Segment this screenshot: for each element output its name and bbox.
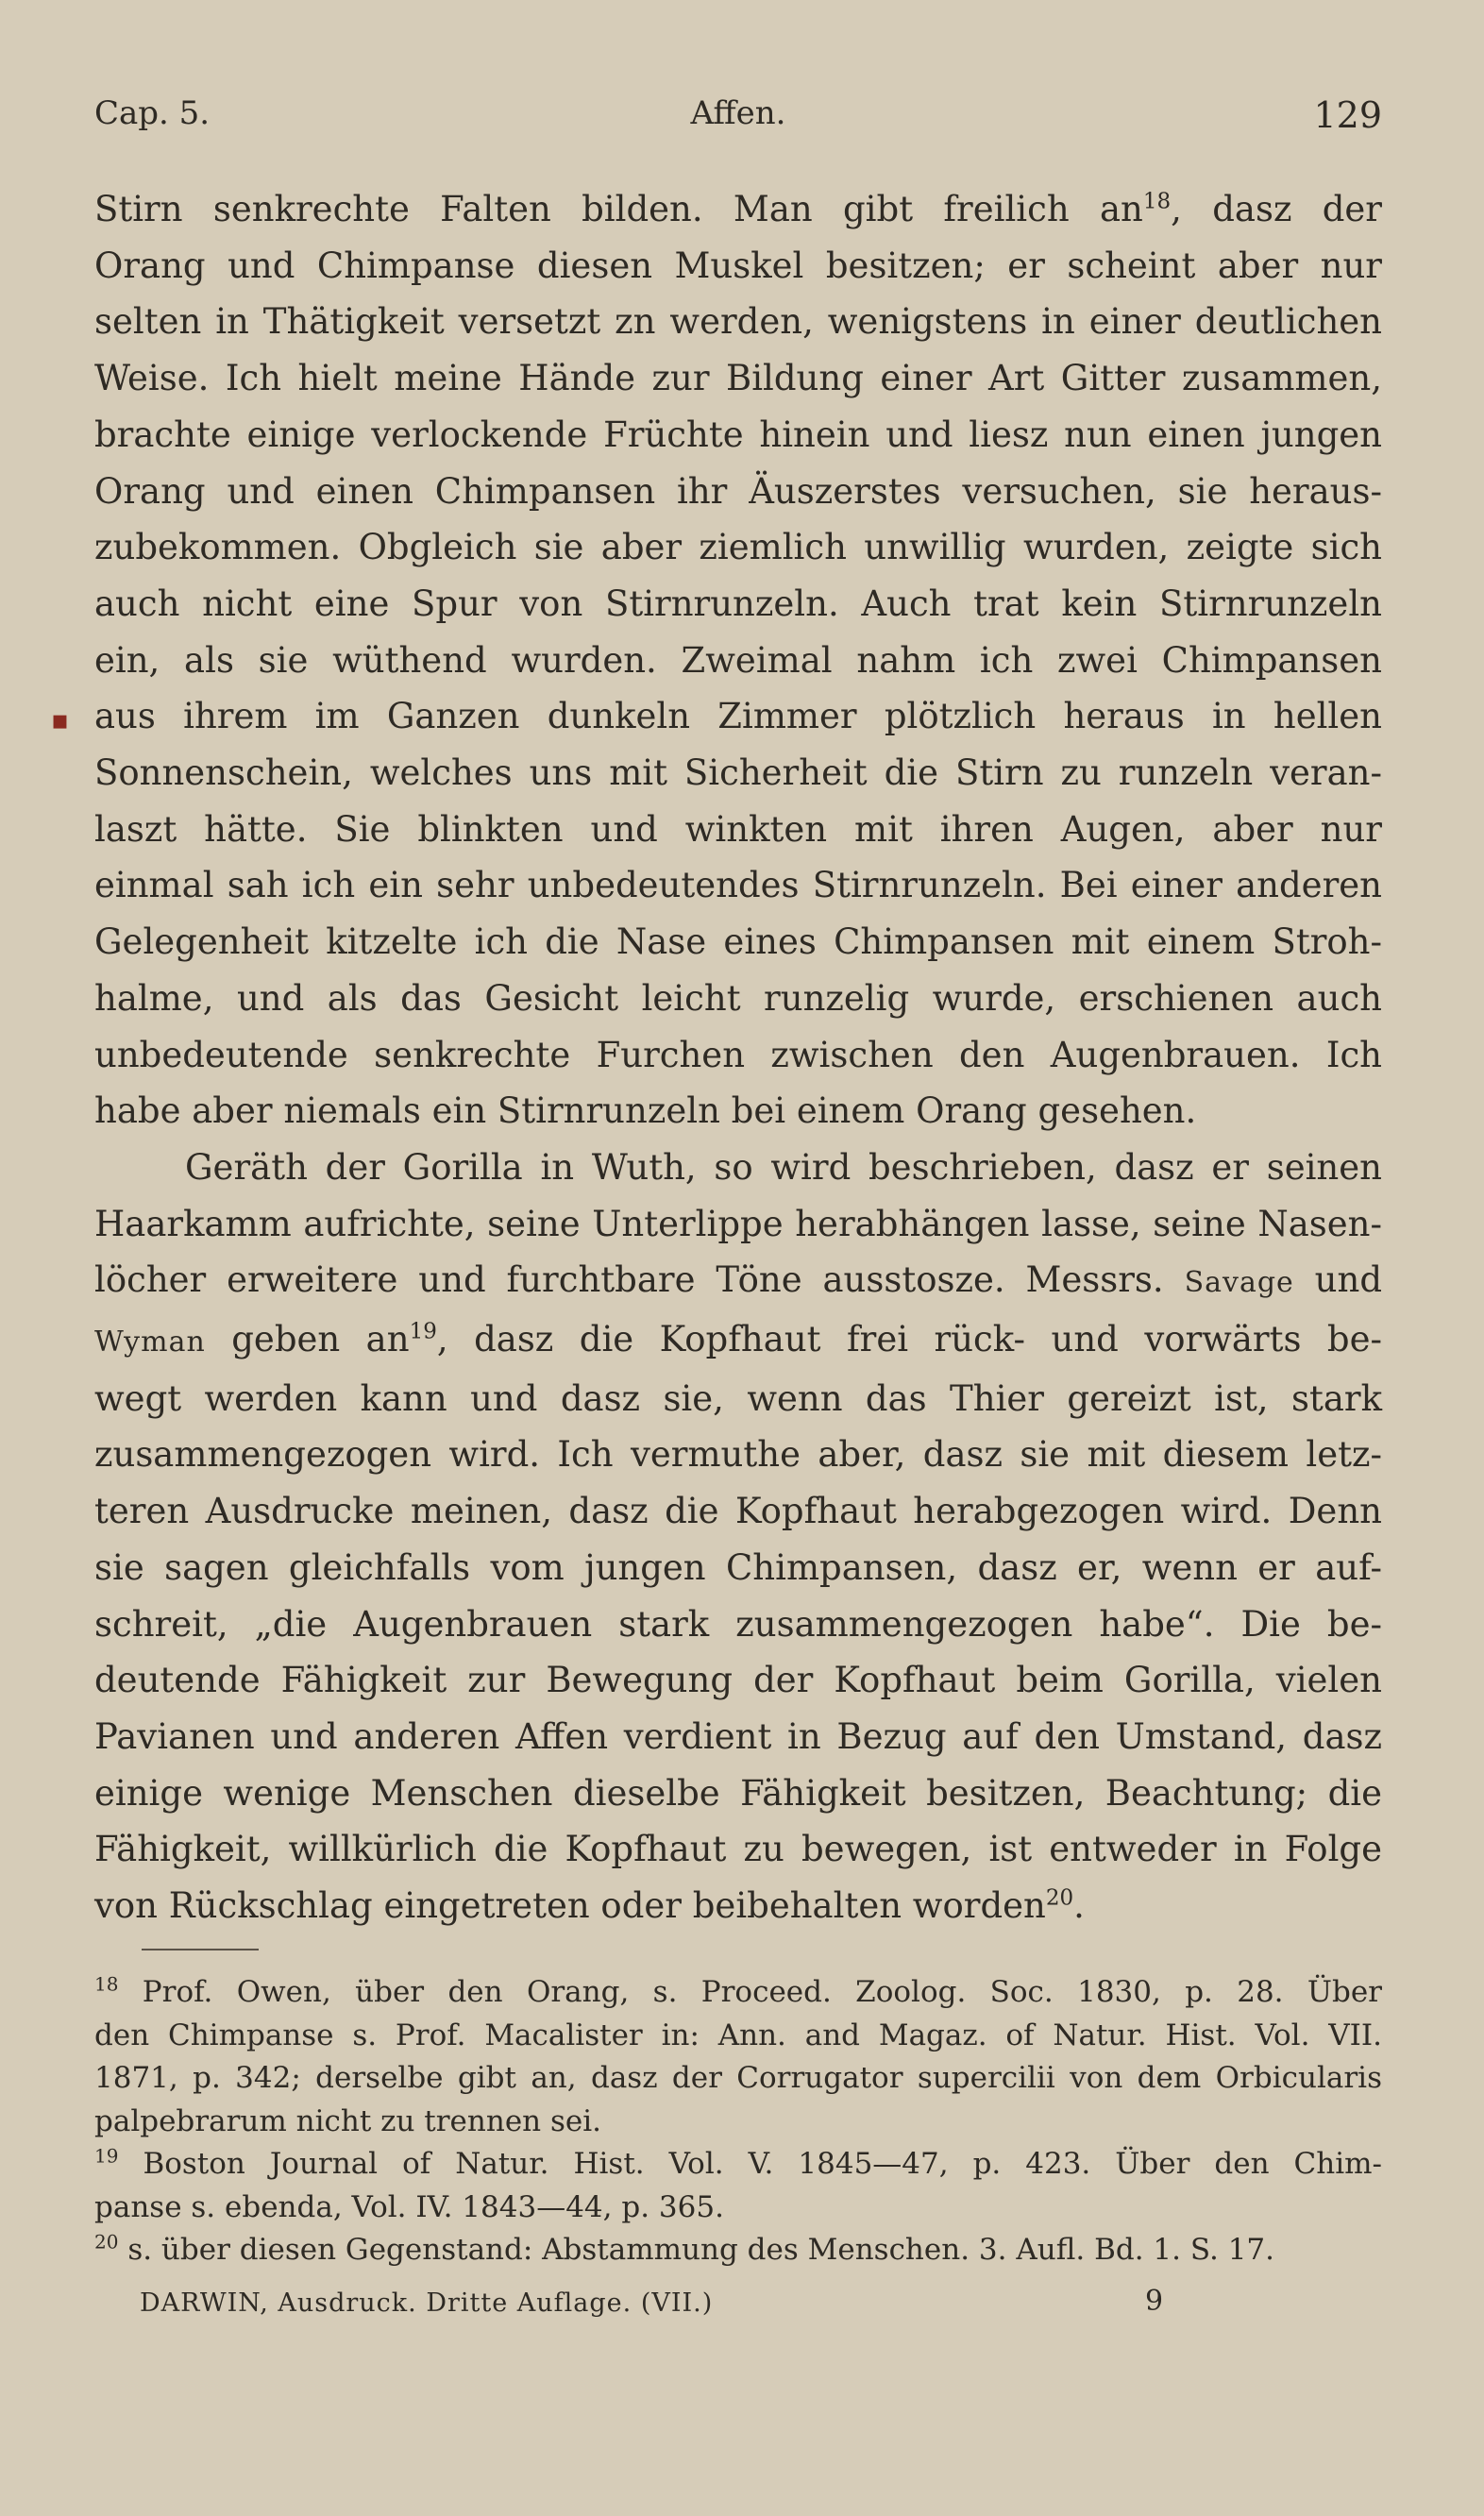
chapter-label: Cap. 5. xyxy=(94,94,211,132)
text-line: löcher erweitere und furchtbare Töne ausstosze. Messrs. Savage und xyxy=(94,1259,1383,1301)
footnotes xyxy=(94,1971,1382,2272)
signature-line: DARWIN, Ausdruck. Dritte Auflage. (VII.) xyxy=(140,2288,714,2318)
text-line: auch nicht eine Spur von Stirnrunzeln. Auch trat kein Stirnrunzeln xyxy=(94,583,1382,624)
footnote-line: palpebrarum nicht zu trennen sei. xyxy=(94,2103,602,2138)
text-line: Fähigkeit, willkürlich die Kopfhaut zu bewegen, ist entweder in Folge xyxy=(94,1829,1382,1870)
footnote-divider xyxy=(142,1949,259,1950)
footnote-line: 1871, p. 342; derselbe gibt an, dasz der Corrugator supercilii von dem Orbicularis xyxy=(94,2061,1382,2095)
author-name: Wyman xyxy=(94,1326,206,1359)
text-line: ein, als sie wüthend wurden. Zweimal nahm ich zwei Chimpansen xyxy=(94,639,1382,681)
text-line: Sonnenschein, welches uns mit Sicherheit die Stirn zu runzeln veran- xyxy=(94,752,1382,794)
text-line: Pavianen und anderen Affen verdient in Bezug auf den Umstand, dasz xyxy=(94,1715,1382,1757)
footnote-ref: 18 xyxy=(1142,189,1172,214)
text-line: brachte einige verlockende Früchte hinein und liesz nun einen jungen xyxy=(94,414,1382,455)
text-line: einmal sah ich ein sehr unbedeutendes Stirnrunzeln. Bei einer anderen xyxy=(94,865,1382,906)
text-line: sie sagen gleichfalls vom jungen Chimpansen, dasz er, wenn er auf- xyxy=(94,1546,1382,1588)
footnote-ref: 20 xyxy=(1045,1885,1074,1911)
text-line: Orang und einen Chimpansen ihr Äuszerstes versuchen, sie heraus- xyxy=(94,470,1382,512)
footnote-line: $^{20}$ s. über diesen Gegenstand: Abstammung des Menschen. 3. Aufl. Bd. 1. S. 17. xyxy=(94,2230,1274,2267)
text-line: Wyman geben $an^{19}$, dasz die Kopfhaut frei rück- und vorwärts be- xyxy=(94,1319,1382,1360)
footnote-line: $^{18}$ Prof. Owen, über den Orang, s. Proceed. Zoolog. Soc. 1830, p. 28. Über xyxy=(94,1972,1382,2009)
text-line: zubekommen. Obgleich sie aber ziemlich unwillig wurden, zeigte sich xyxy=(94,527,1382,568)
text-line: Geräth der Gorilla in Wuth, so wird beschrieben, dasz er seinen xyxy=(185,1146,1382,1188)
text-line: unbedeutende senkrechte Furchen zwischen den Augenbrauen. Ich xyxy=(94,1034,1382,1075)
signature-number: 9 xyxy=(1145,2285,1164,2318)
footnote-ref: 19 xyxy=(409,1319,437,1344)
text-line: habe aber niemals ein Stirnrunzeln bei einem Orang gesehen. xyxy=(94,1090,1197,1132)
running-title: Affen. xyxy=(690,94,786,132)
margin-mark-icon: ▪ xyxy=(51,704,69,735)
text-line: schreit, „die Augenbrauen stark zusammengezogen habe“. Die be- xyxy=(94,1603,1382,1645)
text-line: von Rückschlag eingetreten oder beibehalten worden$^{20}$. xyxy=(94,1885,1085,1927)
footnote-number: 18 xyxy=(94,1972,119,1996)
text-line: selten in Thätigkeit versetzt zn werden, wenigstens in einer deutlichen xyxy=(94,301,1382,343)
footnote-line: den Chimpanse s. Prof. Macalister in: Ann. and Magaz. of Natur. Hist. Vol. VII. xyxy=(94,2018,1382,2052)
footnote-line: $^{19}$ Boston Journal of Natur. Hist. Vol. V. 1845—47, p. 423. Über den Chim- xyxy=(94,2144,1382,2181)
text-line: einige wenige Menschen dieselbe Fähigkeit besitzen, Beachtung; die xyxy=(94,1772,1382,1814)
text-line: Weise. Ich hielt meine Hände zur Bildung einer Art Gitter zusammen, xyxy=(94,358,1382,399)
text-line: Orang und Chimpanse diesen Muskel besitzen; er scheint aber nur xyxy=(94,245,1382,286)
text-line: aus ihrem im Ganzen dunkeln Zimmer plötzlich heraus in hellen xyxy=(94,696,1382,737)
text-line: teren Ausdrucke meinen, dasz die Kopfhaut herabgezogen wird. Denn xyxy=(94,1491,1382,1532)
text-line: zusammengezogen wird. Ich vermuthe aber, dasz sie mit diesem letz- xyxy=(94,1434,1382,1476)
footnote-number: 19 xyxy=(94,2144,119,2168)
footnote-line: panse s. ebenda, Vol. IV. 1843—44, p. 365. xyxy=(94,2189,724,2224)
author-name: Savage xyxy=(1184,1266,1294,1300)
text-line: halme, und als das Gesicht leicht runzelig wurde, erschienen auch xyxy=(94,977,1382,1019)
text-line: laszt hätte. Sie blinkten und winkten mit ihren Augen, aber nur xyxy=(94,808,1382,850)
main-text xyxy=(94,181,1382,1934)
text-line: Haarkamm aufrichte, seine Unterlippe herabhängen lasse, seine Nasen- xyxy=(94,1203,1382,1244)
text-line: Stirn senkrechte Falten bilden. Man gibt freilich $an^{18}$, dasz der xyxy=(94,189,1382,229)
footnote-number: 20 xyxy=(94,2230,119,2254)
text-line: Gelegenheit kitzelte ich die Nase eines Chimpansen mit einem Stroh- xyxy=(94,921,1382,963)
running-header xyxy=(94,94,1382,142)
page-number: 129 xyxy=(1313,94,1382,136)
text-line: wegt werden kann und dasz sie, wenn das Thier gereizt ist, stark xyxy=(94,1377,1382,1419)
text-line: deutende Fähigkeit zur Bewegung der Kopfhaut beim Gorilla, vielen xyxy=(94,1660,1382,1701)
